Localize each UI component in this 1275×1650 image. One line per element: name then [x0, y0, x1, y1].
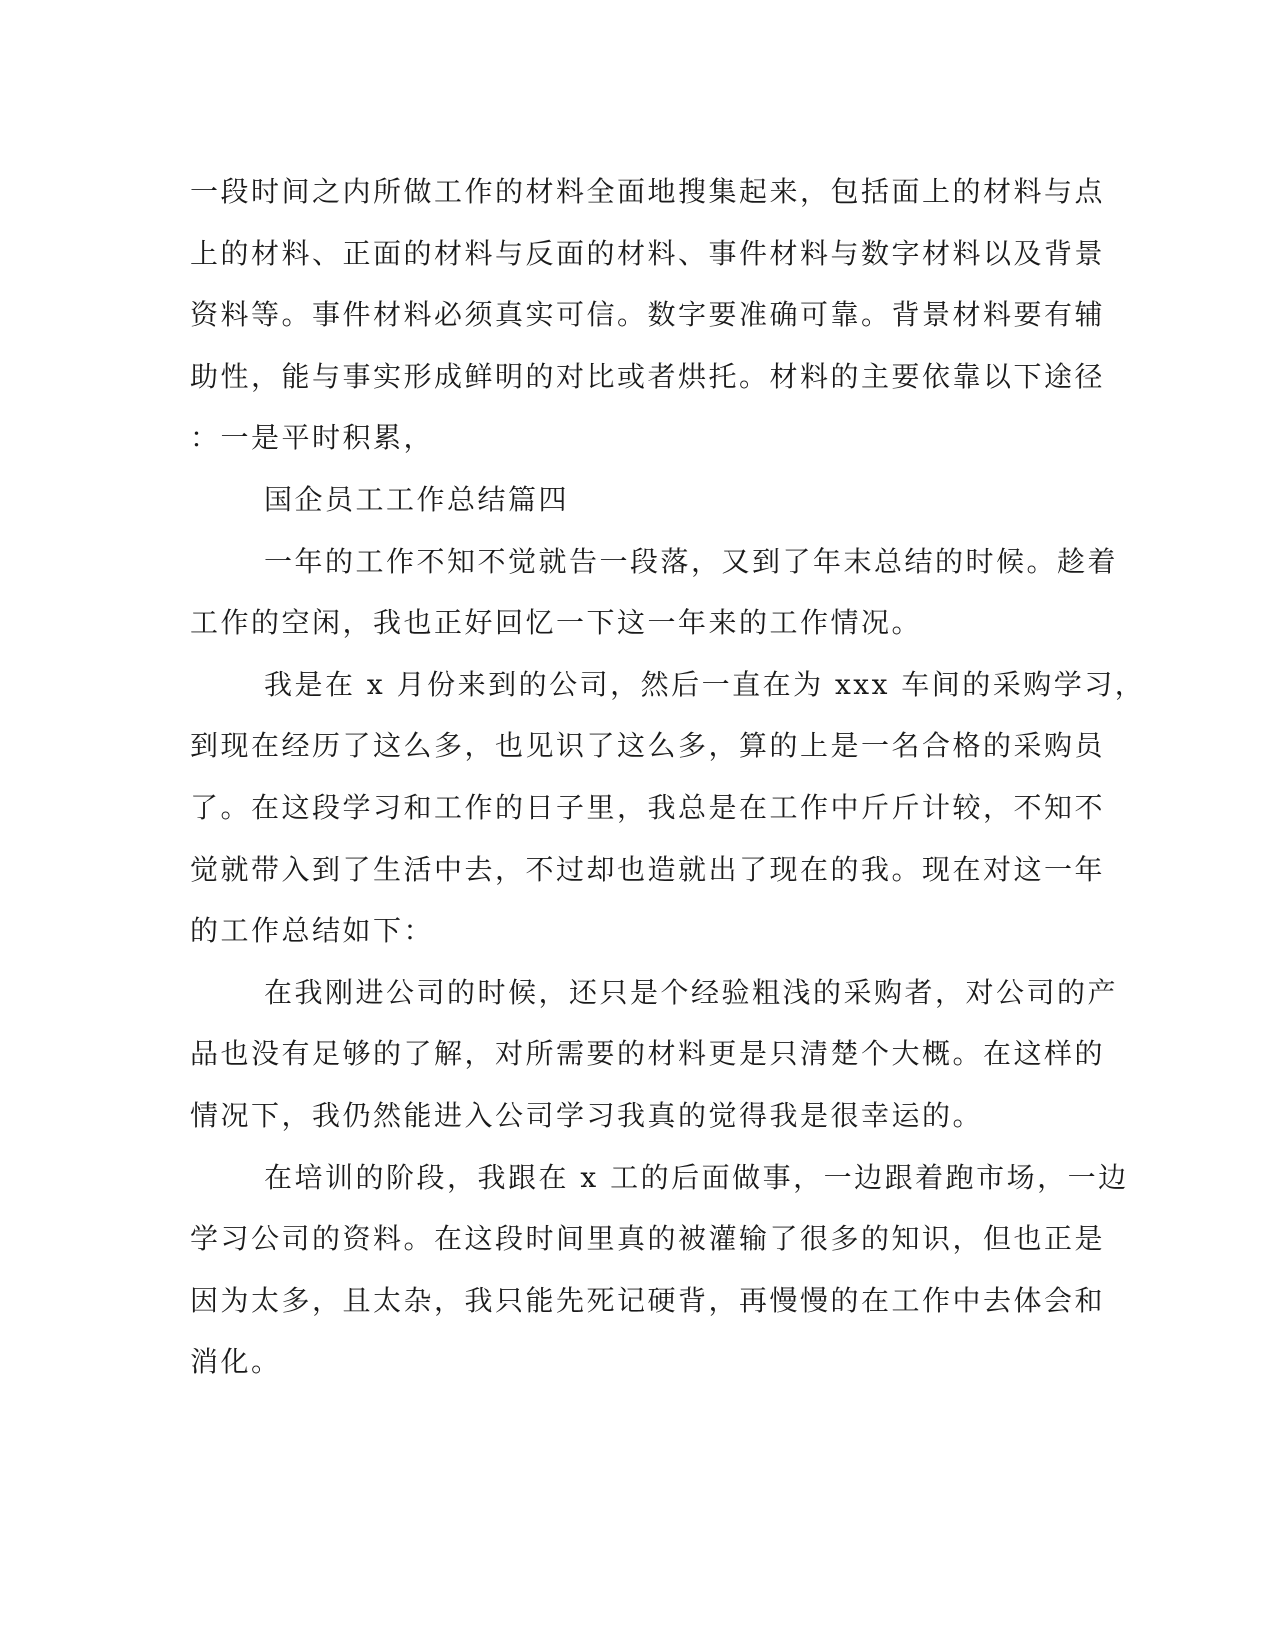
text-line: 学习公司的资料。在这段时间里真的被灌输了很多的知识，但也正是	[190, 1222, 1106, 1256]
text-line: 情况下，我仍然能进入公司学习我真的觉得我是很幸运的。	[190, 1098, 984, 1132]
paragraph-start-line: 在我刚进公司的时候，还只是个经验粗浅的采购者，对公司的产	[264, 975, 1119, 1009]
text-line: ：一是平时积累，	[190, 421, 435, 455]
text-line: 因为太多，且太杂，我只能先死记硬背，再慢慢的在工作中去体会和	[190, 1283, 1106, 1317]
paragraph-start-line: 一年的工作不知不觉就告一段落，又到了年末总结的时候。趁着	[264, 544, 1119, 578]
paragraph-start-line: 我是在 x 月份来到的公司，然后一直在为 xxx 车间的采购学习，	[264, 667, 1146, 701]
text-line: 助性，能与事实形成鲜明的对比或者烘托。材料的主要依靠以下途径	[190, 359, 1106, 393]
text-line: 的工作总结如下：	[190, 914, 435, 948]
text-line: 了。在这段学习和工作的日子里，我总是在工作中斤斤计较，不知不	[190, 790, 1106, 824]
text-line: 工作的空闲，我也正好回忆一下这一年来的工作情况。	[190, 606, 923, 640]
paragraph-start-line: 在培训的阶段，我跟在 x 工的后面做事，一边跟着跑市场，一边	[264, 1160, 1129, 1194]
text-line: 资料等。事件材料必须真实可信。数字要准确可靠。背景材料要有辅	[190, 298, 1106, 332]
text-line: 品也没有足够的了解，对所需要的材料更是只清楚个大概。在这样的	[190, 1037, 1106, 1071]
text-line: 上的材料、正面的材料与反面的材料、事件材料与数字材料以及背景	[190, 236, 1106, 270]
text-line: 消化。	[190, 1345, 282, 1379]
text-line: 一段时间之内所做工作的材料全面地搜集起来，包括面上的材料与点	[190, 175, 1106, 208]
text-line: 到现在经历了这么多，也见识了这么多，算的上是一名合格的采购员	[190, 729, 1106, 763]
paragraph-start-line: 国企员工工作总结篇四	[264, 482, 570, 516]
document-body	[190, 161, 1146, 1393]
text-line: 觉就带入到了生活中去，不过却也造就出了现在的我。现在对这一年	[190, 852, 1106, 886]
